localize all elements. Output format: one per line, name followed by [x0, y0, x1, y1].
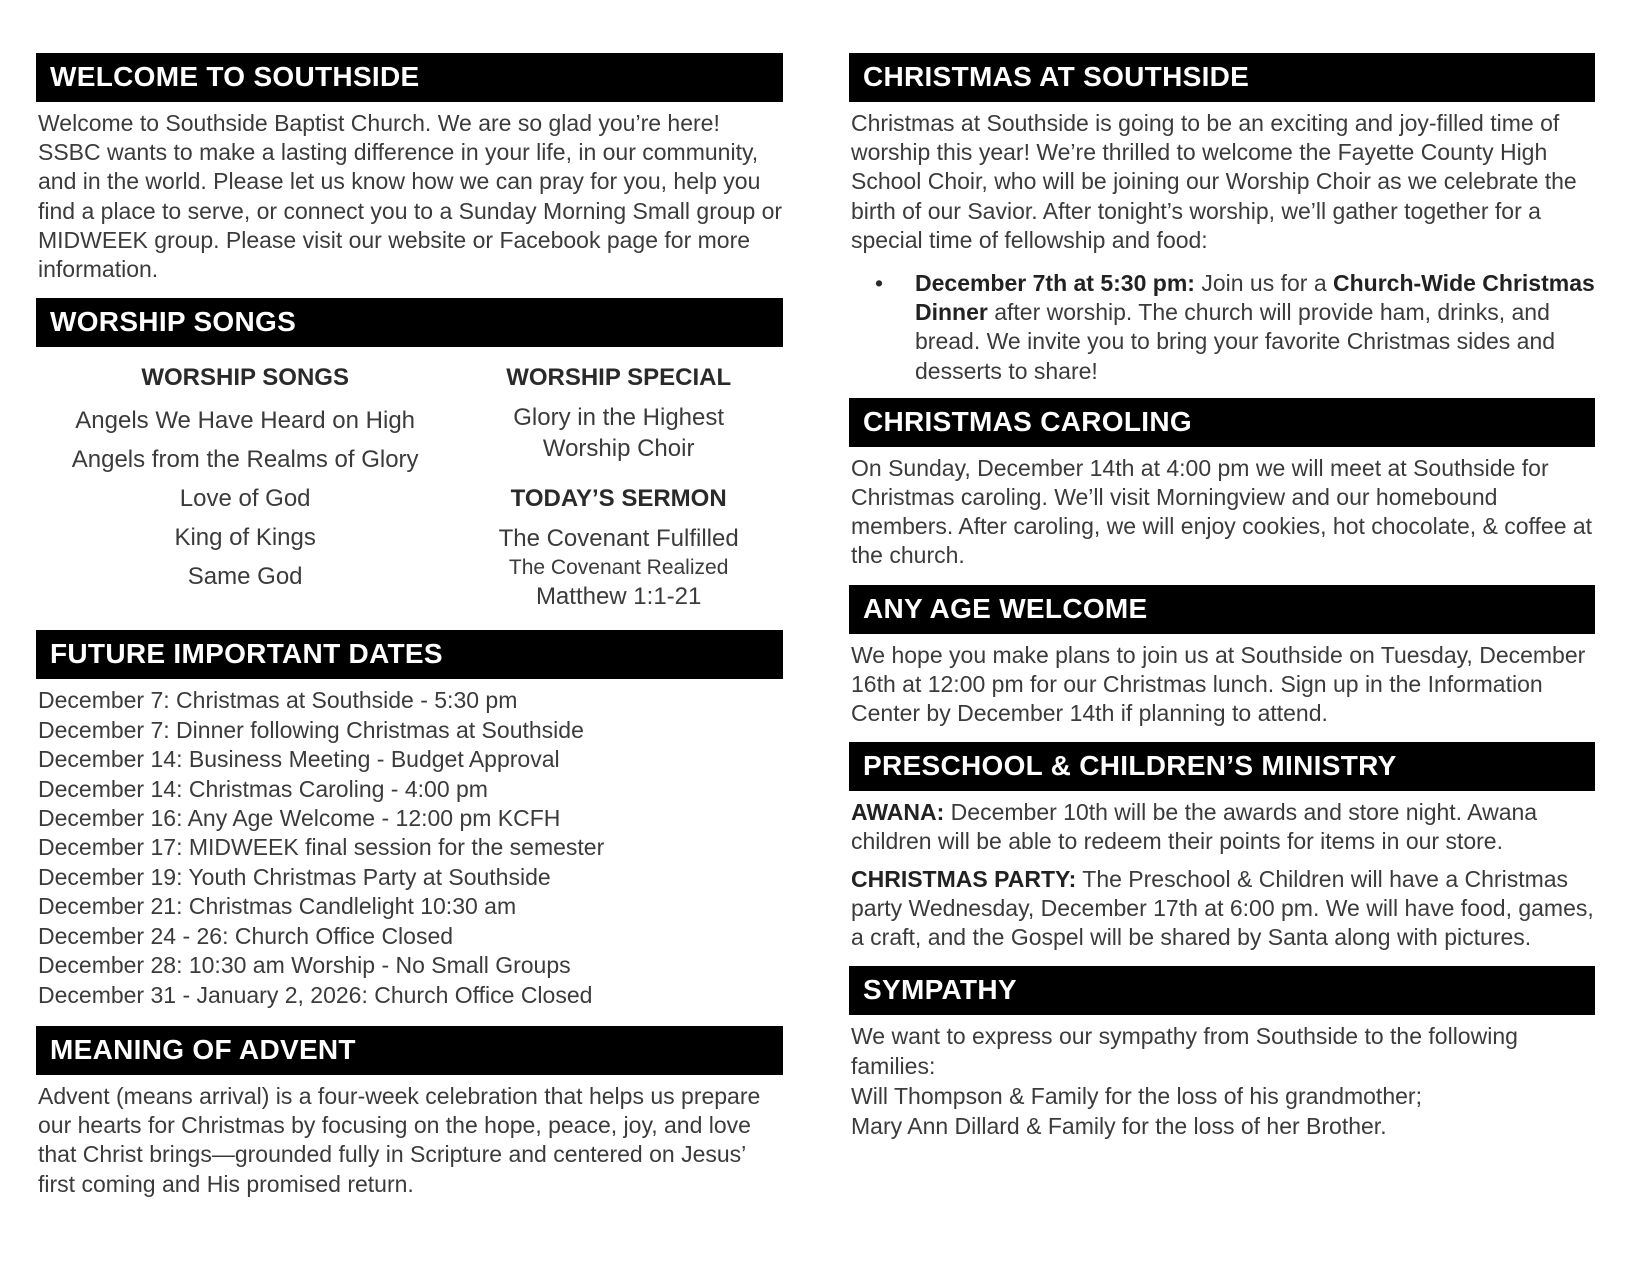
welcome-section	[36, 53, 783, 290]
bullet-icon: •	[875, 270, 884, 297]
bullet-bold-event: Church-Wide Christmas Dinner	[915, 270, 1595, 326]
worship-special-line: Worship Choir	[542, 435, 695, 463]
future-dates-header-bar	[36, 630, 783, 679]
christmas-caroling-header-bar	[849, 398, 1595, 447]
awana-text: December 10th will be the awards and store night. Awana children will be able to redeem their points for items in our store.	[851, 799, 1538, 855]
sermon-scripture-line: Matthew 1:1-21	[535, 583, 702, 611]
future-date-item: December 31 - January 2, 2026: Church Office Closed	[38, 981, 593, 1008]
christmas-party-text: The Preschool & Children will have a Christmas party Wednesday, December 17th at 6:00 pm. We will have food, games, a craft, and the Gospel will be shared by Santa along with pictures.	[851, 865, 1594, 951]
christmas-party-label: CHRISTMAS PARTY:	[851, 865, 1077, 892]
worship-song-item: Same God	[187, 562, 303, 590]
christmas-dinner-bullet	[849, 261, 1595, 390]
future-date-item: December 14: Christmas Caroling - 4:00 pm	[38, 775, 488, 802]
christmas-at-southside-section	[849, 53, 1595, 390]
worship-special-line: Glory in the Highest	[513, 404, 725, 432]
any-age-welcome-header-bar	[849, 585, 1595, 634]
worship-song-item: Angels from the Realms of Glory	[71, 446, 419, 474]
future-dates-section	[36, 630, 783, 1018]
awana-paragraph	[849, 796, 1595, 862]
left-column	[36, 53, 783, 1213]
future-date-item: December 7: Christmas at Southside - 5:30 pm	[38, 687, 518, 714]
worship-songs-subtitle: WORSHIP SONGS	[141, 364, 349, 392]
future-date-item: December 7: Dinner following Christmas at Southside	[38, 716, 584, 743]
worship-grid	[36, 352, 783, 622]
christmas-party-paragraph	[849, 863, 1595, 959]
future-dates-title: FUTURE IMPORTANT DATES	[50, 638, 443, 670]
any-age-welcome-text: We hope you make plans to join us at Southside on Tuesday, December 16th at 12:00 pm for our Christmas lunch. Sign up in the Information Center by December 14th if planning to attend.	[851, 641, 1586, 727]
future-dates-list	[36, 684, 783, 1018]
worship-songs-section	[36, 298, 783, 622]
welcome-section-title: WELCOME TO SOUTHSIDE	[50, 61, 420, 92]
worship-song-item: Love of God	[179, 484, 311, 512]
christmas-caroling-title: CHRISTMAS CAROLING	[863, 405, 1192, 437]
sympathy-title: SYMPATHY	[863, 974, 1017, 1006]
worship-special-subtitle: WORSHIP SPECIAL	[506, 364, 732, 392]
welcome-text: Welcome to Southside Baptist Church. We are so glad you’re here! SSBC wants to make a lasting difference in your life, in our community, and in the world. Please let us know how we can pray for you, help you find a place to serve, or connect you to a Sunday Morning Small group or MIDWEEK group. Please visit our website or Facebook page for more information.	[38, 110, 783, 283]
welcome-section-header-bar	[36, 53, 783, 102]
christmas-dinner-bullet-text	[915, 269, 1595, 386]
sympathy-intro: We want to express our sympathy from Southside to the following families:	[851, 1023, 1518, 1080]
preschool-ministry-header-bar	[849, 742, 1595, 791]
sympathy-text	[849, 1020, 1595, 1148]
worship-song-item: King of Kings	[174, 523, 316, 551]
worship-songs-list	[36, 402, 454, 596]
awana-label: AWANA:	[851, 799, 945, 826]
worship-special-subcolumn	[454, 360, 783, 612]
preschool-ministry-title: PRESCHOOL & CHILDREN’S MINISTRY	[863, 750, 1397, 782]
right-column	[849, 53, 1595, 1156]
future-date-item: December 19: Youth Christmas Party at Southside	[38, 863, 551, 890]
future-date-item: December 28: 10:30 am Worship - No Small Groups	[38, 952, 571, 979]
christmas-at-southside-title: CHRISTMAS AT SOUTHSIDE	[863, 61, 1250, 92]
sympathy-family-line: Mary Ann Dillard & Family for the loss of her Brother.	[851, 1112, 1387, 1139]
preschool-ministry-section	[849, 742, 1595, 958]
advent-header-bar	[36, 1026, 783, 1075]
bullet-regular-run: Join us for a	[1194, 270, 1334, 297]
any-age-welcome-section	[849, 585, 1595, 735]
sympathy-family-line: Will Thompson & Family for the loss of his grandmother;	[851, 1083, 1422, 1110]
advent-title: MEANING OF ADVENT	[50, 1034, 356, 1066]
bullet-regular-run: after worship. The church will provide ham, drinks, and bread. We invite you to bring your favorite Christmas sides and desserts to share!	[915, 299, 1556, 384]
future-date-item: December 17: MIDWEEK final session for the semester	[38, 834, 605, 861]
advent-section	[36, 1026, 783, 1205]
christmas-caroling-section	[849, 398, 1595, 577]
todays-sermon-subtitle: TODAY’S SERMON	[510, 484, 727, 512]
worship-songs-header-bar	[36, 298, 783, 347]
advent-text: Advent (means arrival) is a four-week celebration that helps us prepare our hearts for Christmas by focusing on the hope, peace, joy, and love that Christ brings—grounded fully in Scripture and centered on Jesus’ first coming and His promised return.	[38, 1083, 761, 1197]
sermon-subtitle-line: The Covenant Realized	[508, 555, 729, 579]
bullet-bold-date: December 7th at 5:30 pm:	[915, 270, 1195, 297]
worship-songs-subcolumn	[36, 360, 454, 612]
christmas-caroling-text: On Sunday, December 14th at 4:00 pm we will meet at Southside for Christmas caroling. We’ll visit Morningview and our homebound members. After caroling, we will enjoy cookies, hot chocolate, & coffee at the church.	[851, 454, 1593, 569]
future-date-item: December 21: Christmas Candlelight 10:30 am	[38, 893, 517, 920]
any-age-welcome-title: ANY AGE WELCOME	[863, 592, 1148, 624]
sympathy-section	[849, 966, 1595, 1148]
future-date-item: December 14: Business Meeting - Budget Approval	[38, 746, 560, 773]
sympathy-header-bar	[849, 966, 1595, 1015]
worship-song-item: Angels We Have Heard on High	[75, 407, 416, 435]
sermon-title-line: The Covenant Fulfilled	[498, 524, 739, 552]
future-date-item: December 16: Any Age Welcome - 12:00 pm KCFH	[38, 805, 561, 832]
future-date-item: December 24 - 26: Church Office Closed	[38, 922, 454, 949]
christmas-at-southside-header-bar	[849, 53, 1595, 102]
christmas-at-southside-text: Christmas at Southside is going to be an exciting and joy-filled time of worship this year! We’re thrilled to welcome the Fayette County High School Choir, who will be joining our Worship Choir as we celebrate the birth of our Savior. After tonight’s worship, we’ll gather together for a special time of fellowship and food:	[851, 110, 1577, 253]
worship-songs-title: WORSHIP SONGS	[50, 306, 297, 338]
